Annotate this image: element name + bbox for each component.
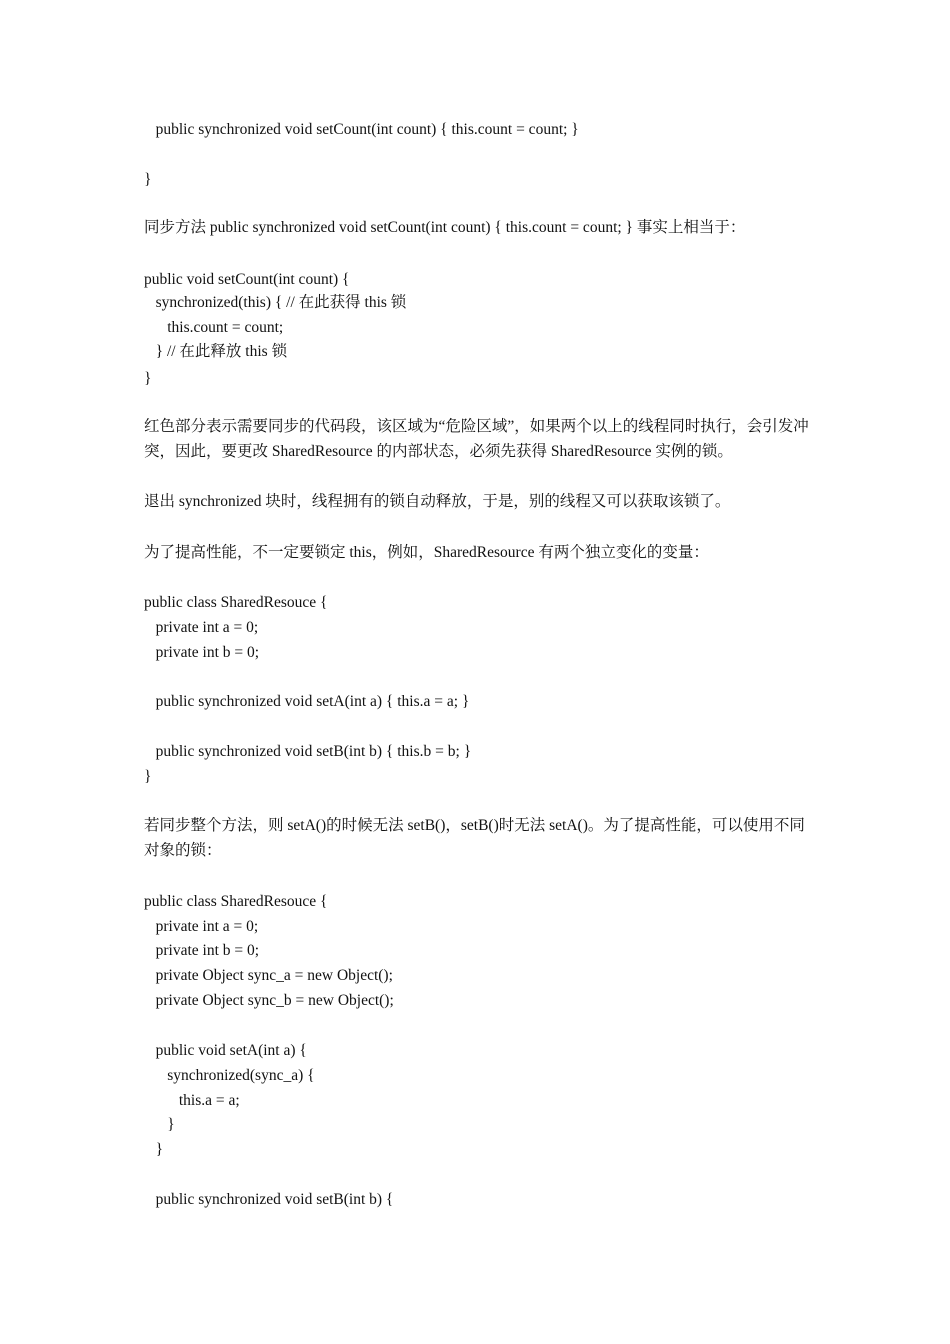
code-line: synchronized(this) { // 在此获得 this 锁 bbox=[144, 294, 407, 311]
body-paragraph: 若同步整个方法，则 setA()的时候无法 setB()，setB()时无法 setA()。为了提高性能，可以使用不同对象的锁： bbox=[144, 817, 805, 859]
code-line: } // 在此释放 this 锁 bbox=[144, 343, 288, 360]
code-line: private int a = 0; bbox=[144, 619, 259, 636]
code-line: this.a = a; bbox=[144, 1092, 240, 1109]
code-line: } bbox=[144, 171, 152, 188]
code-line: public void setCount(int count) { bbox=[144, 271, 350, 288]
code-line: this.count = count; bbox=[144, 319, 284, 336]
code-line: public synchronized void setB(int b) { bbox=[144, 1191, 394, 1208]
code-line: public void setA(int a) { bbox=[144, 1042, 307, 1059]
code-line: } bbox=[144, 1141, 164, 1158]
code-line: } bbox=[144, 1116, 175, 1133]
body-paragraph: 为了提高性能，不一定要锁定 this，例如，SharedResource 有两个独立变化的变量： bbox=[144, 544, 709, 561]
code-line: private int a = 0; bbox=[144, 918, 259, 935]
code-line: synchronized(sync_a) { bbox=[144, 1067, 315, 1084]
code-line: public synchronized void setCount(int count) { this.count = count; } bbox=[144, 121, 579, 138]
code-line: public synchronized void setA(int a) { this.a = a; } bbox=[144, 693, 470, 710]
code-line: } bbox=[144, 768, 152, 785]
code-line: private int b = 0; bbox=[144, 942, 260, 959]
code-line: public class SharedResouce { bbox=[144, 893, 328, 910]
code-line: private Object sync_a = new Object(); bbox=[144, 967, 393, 984]
code-line: public class SharedResouce { bbox=[144, 594, 328, 611]
body-paragraph: 退出 synchronized 块时，线程拥有的锁自动释放，于是，别的线程又可以获取该锁了。 bbox=[144, 493, 731, 510]
body-paragraph: 红色部分表示需要同步的代码段，该区域为“危险区域”，如果两个以上的线程同时执行，会引发冲突，因此，要更改 SharedResource 的内部状态，必须先获得 SharedResource 实例的锁。 bbox=[144, 418, 809, 460]
code-line: public synchronized void setB(int b) { this.b = b; } bbox=[144, 743, 472, 760]
body-paragraph: 同步方法 public synchronized void setCount(int count) { this.count = count; } 事实上相当于： bbox=[144, 219, 746, 236]
code-line: private int b = 0; bbox=[144, 644, 260, 661]
code-line: private Object sync_b = new Object(); bbox=[144, 992, 394, 1009]
code-line: } bbox=[144, 370, 152, 387]
